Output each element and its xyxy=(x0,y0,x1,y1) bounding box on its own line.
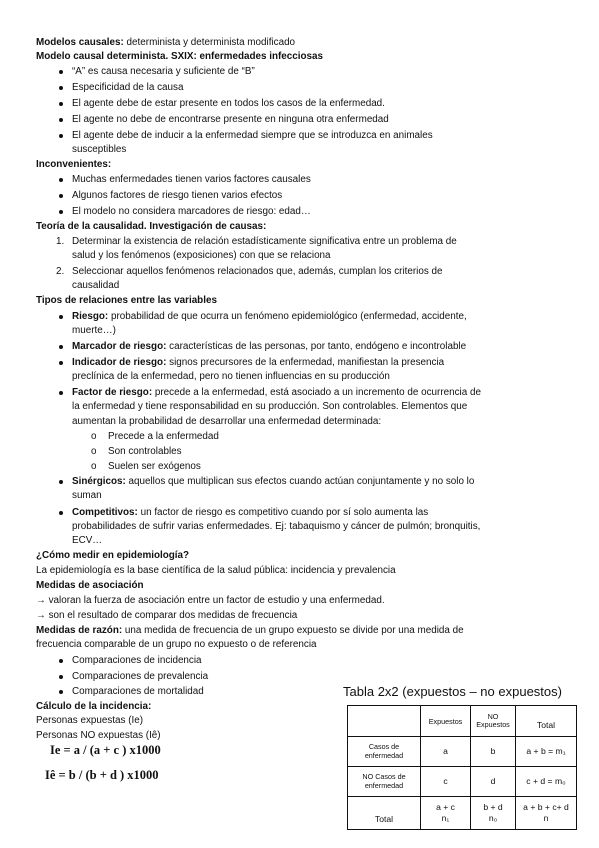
table-header xyxy=(421,706,471,737)
header-total: Total xyxy=(536,719,556,730)
table-cell xyxy=(348,706,421,737)
list-item-cont: salud y los fenómenos (exposiciones) con que se relaciona xyxy=(72,250,331,261)
list-item: Seleccionar aquellos fenómenos relacionados que, además, cumplan los criterios de xyxy=(72,266,443,277)
paragraph: → son el resultado de comparar dos medidas de frecuencia xyxy=(36,610,298,621)
bullet xyxy=(59,210,63,214)
table-row xyxy=(348,797,577,830)
deterministic-heading: Modelo causal determinista. SXIX: enfermedades infecciosas xyxy=(36,51,324,62)
association-heading: Medidas de asociación xyxy=(36,580,144,591)
list-item: El modelo no considera marcadores de riesgo: edad… xyxy=(72,206,311,217)
bullet xyxy=(59,690,63,694)
table-caption: Tabla 2x2 (expuestos – no expuestos) xyxy=(343,684,562,699)
bullet xyxy=(59,134,63,138)
list-item: Competitivos: un factor de riesgo es competitivo cuando por sí solo aumenta las xyxy=(72,507,429,518)
bullet xyxy=(59,86,63,90)
list-number: 2. xyxy=(56,266,65,277)
bullet xyxy=(59,315,63,319)
bullet xyxy=(59,480,63,484)
row-label xyxy=(348,767,421,797)
table-header xyxy=(516,706,577,737)
table-cell: d xyxy=(471,767,516,797)
list-item-cont: ECV… xyxy=(72,535,103,546)
list-item: Comparaciones de incidencia xyxy=(72,655,202,666)
sub-list-item: Suelen ser exógenos xyxy=(108,461,201,472)
table-cell xyxy=(516,797,577,830)
list-item-cont: probabilidades de sufrir varias enfermedades. Ej: tabaquismo y cáncer de pulmón; bronquitis, xyxy=(72,521,481,532)
cell-line: b + d xyxy=(483,802,503,812)
paragraph: Personas NO expuestas (Iê) xyxy=(36,730,161,741)
list-item: Especificidad de la causa xyxy=(72,82,184,93)
list-item-cont: muerte…) xyxy=(72,325,116,336)
causality-heading: Teoría de la causalidad. Investigación de causas: xyxy=(36,221,267,232)
list-item-cont: la enfermedad y tiene responsabilidad en su producción. Son controlables. Elementos que xyxy=(72,401,468,412)
contingency-table xyxy=(347,705,577,830)
list-item-cont: causalidad xyxy=(72,280,120,291)
list-item: Algunos factores de riesgo tienen varios efectos xyxy=(72,190,283,201)
table-cell: c + d = m₀ xyxy=(516,767,577,797)
table-cell: a + b = m₁ xyxy=(516,737,577,767)
cell-line: a + b + c+ d xyxy=(523,802,569,812)
header-not-exposed: Expuestos xyxy=(476,720,510,729)
paragraph: Personas expuestas (Ie) xyxy=(36,715,144,726)
bullet xyxy=(59,194,63,198)
models-heading: Modelos causales: determinista y determinista modificado xyxy=(36,37,296,48)
row-label xyxy=(348,737,421,767)
table-cell: b xyxy=(471,737,516,767)
cell-line: n₁ xyxy=(441,813,450,823)
formula-ie-hat: Iê = b / (b + d ) x1000 xyxy=(45,768,159,782)
table-cell: a xyxy=(421,737,471,767)
row-label xyxy=(348,797,421,830)
list-item-cont: aumentan la probabilidad de desarrollar una enfermedad determinada: xyxy=(72,416,382,427)
measure-heading: ¿Cómo medir en epidemiología? xyxy=(36,550,190,561)
table-cell: c xyxy=(421,767,471,797)
cell-line: n xyxy=(543,813,549,823)
list-item: El agente debe de inducir a la enfermedad siempre que se introduzca en animales xyxy=(72,130,433,141)
table-row xyxy=(348,737,577,767)
bullet xyxy=(59,178,63,182)
bullet xyxy=(59,118,63,122)
table-header xyxy=(471,706,516,737)
list-item-cont: suman xyxy=(72,490,102,501)
paragraph: → valoran la fuerza de asociación entre un factor de estudio y una enfermedad. xyxy=(36,595,385,606)
list-item: Sinérgicos: aquellos que multiplican sus efectos cuando actúan conjuntamente y no solo lo xyxy=(72,476,475,487)
formula-ie: Ie = a / (a + c ) x1000 xyxy=(50,743,161,757)
cell-line: n₀ xyxy=(488,813,498,823)
relations-heading: Tipos de relaciones entre las variables xyxy=(36,295,217,306)
list-item-cont: preclínica de la enfermedad, pero no tienen influencias en su producción xyxy=(72,371,390,382)
bullet xyxy=(59,102,63,106)
list-number: 1. xyxy=(56,236,65,247)
list-item-cont: susceptibles xyxy=(72,144,127,155)
bullet xyxy=(59,675,63,679)
list-item: Comparaciones de prevalencia xyxy=(72,671,209,682)
paragraph: La epidemiología es la base científica de la salud pública: incidencia y prevalencia xyxy=(36,565,396,576)
sub-list-item: Precede a la enfermedad xyxy=(108,431,219,442)
label-line: enfermedad xyxy=(364,780,404,790)
table-cell xyxy=(421,797,471,830)
list-item: Indicador de riesgo: signos precursores de la enfermedad, manifiestan la presencia xyxy=(72,357,445,368)
cell-line: a + c xyxy=(436,802,455,812)
bullet xyxy=(59,391,63,395)
sub-bullet: o xyxy=(91,446,97,457)
inconvenientes-heading: Inconvenientes: xyxy=(36,159,112,170)
label-line: NO Casos de xyxy=(362,772,406,781)
header-no: NO xyxy=(487,711,499,721)
paragraph: Medidas de razón: una medida de frecuencia de un grupo expuesto se divide por una medida de xyxy=(36,625,464,636)
bullet xyxy=(59,659,63,663)
list-item: El agente debe de estar presente en todos los casos de la enfermedad. xyxy=(72,98,385,109)
sub-bullet: o xyxy=(91,431,97,442)
list-item: Marcador de riesgo: características de las personas, por tanto, endógeno e incontrolable xyxy=(72,341,467,352)
list-item: Riesgo: probabilidad de que ocurra un fenómeno epidemiológico (enfermedad, accidente, xyxy=(72,311,467,322)
table-row xyxy=(348,706,577,737)
paragraph: frecuencia comparable de un grupo no expuesto o de referencia xyxy=(36,639,317,650)
header-exposed: Expuestos xyxy=(428,716,463,726)
list-item: Muchas enfermedades tienen varios factores causales xyxy=(72,174,311,185)
sub-list-item: Son controlables xyxy=(108,446,182,457)
list-item: El agente no debe de encontrarse presente en ninguna otra enfermedad xyxy=(72,114,389,125)
list-item: Comparaciones de mortalidad xyxy=(72,686,204,697)
incidence-heading: Cálculo de la incidencia: xyxy=(36,701,152,712)
list-item: Determinar la existencia de relación estadísticamente significativa entre un problema de xyxy=(72,236,457,247)
table-row xyxy=(348,767,577,797)
sub-bullet: o xyxy=(91,461,97,472)
table-cell xyxy=(471,797,516,830)
label-total: Total xyxy=(374,813,394,824)
list-item: “A” es causa necesaria y suficiente de “B” xyxy=(72,66,255,77)
bullet xyxy=(59,345,63,349)
bullet xyxy=(59,70,63,74)
bullet xyxy=(59,361,63,365)
bullet xyxy=(59,511,63,515)
list-item: Factor de riesgo: precede a la enfermedad, está asociado a un incremento de ocurrencia de xyxy=(72,387,481,398)
label-line: enfermedad xyxy=(364,750,404,760)
label-line: Casos de xyxy=(368,742,400,751)
